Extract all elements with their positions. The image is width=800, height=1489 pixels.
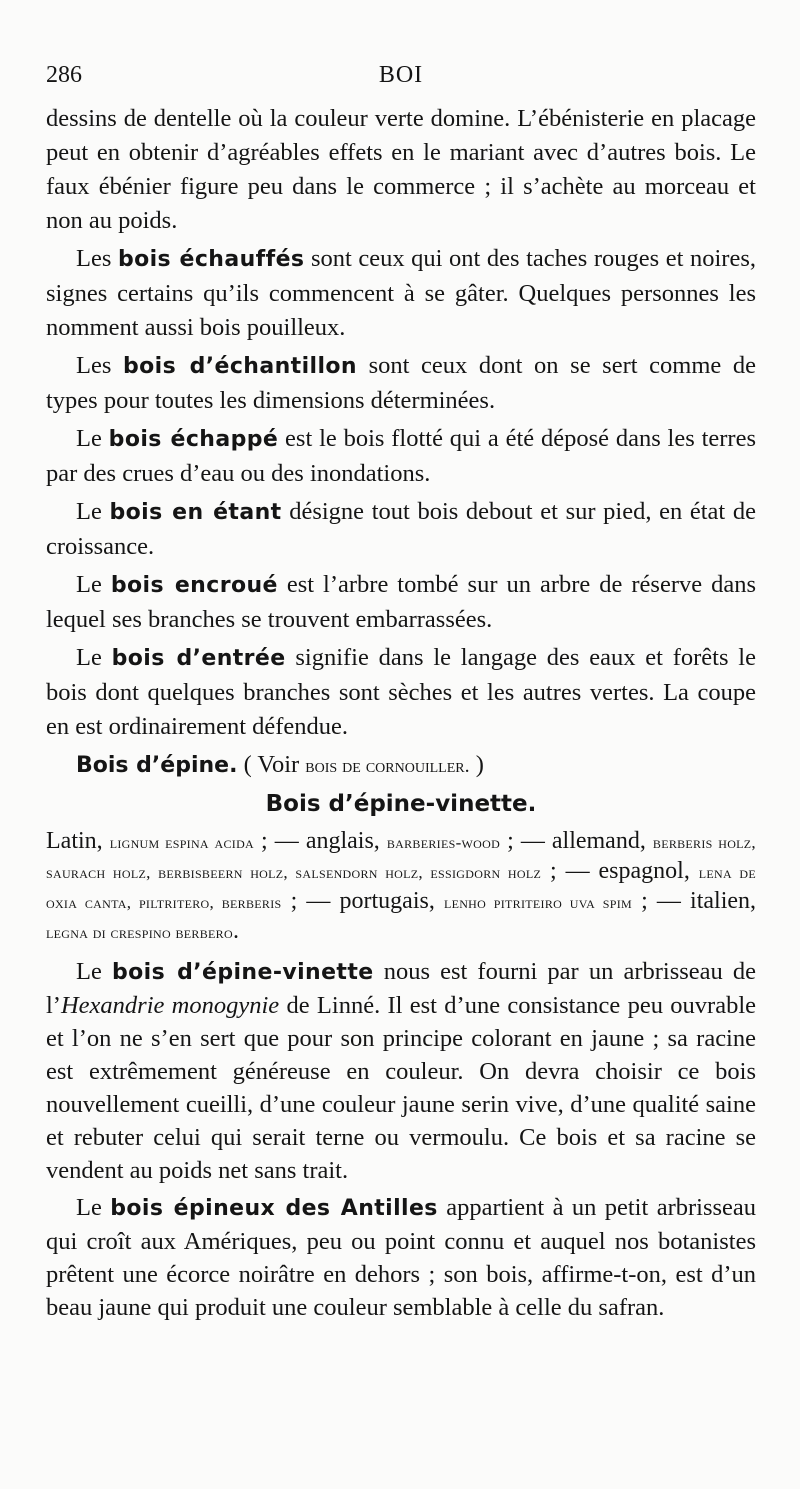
entry-term: bois échauffés (117, 247, 305, 272)
paragraph-text: appartient à un petit arbrisseau qui croît aux Amériques, peu ou point connu et auquel nos botanistes prêtent une écorce noirâtre en dehors ; son bois, affirme-t-on, est d’un beau jaune qui produit une couleur semblable à celle du safran. (46, 1194, 757, 1321)
entry-term: bois encroué (110, 573, 278, 598)
paragraph-bois-echappe (46, 422, 756, 491)
cross-reference-close: ) (469, 751, 484, 778)
paragraph-text: nous est fourni par un arbrisseau de l’ (46, 958, 757, 1019)
paragraph-prefix: Le (76, 1194, 111, 1221)
paragraph-bois-epine (46, 748, 756, 783)
entry-term: bois d’entrée (111, 646, 286, 671)
portugais-label: ; — portugais, (281, 888, 444, 914)
allemand-label: ; — allemand, (500, 828, 653, 854)
paragraph-prefix: Le (76, 425, 109, 452)
paragraph-bois-epineux-antilles (46, 1191, 756, 1324)
translations-end: . (232, 918, 239, 944)
paragraph-bois-echantillon (46, 349, 756, 418)
paragraph-bois-echauffes (46, 242, 756, 345)
paragraph-faux-ebenier: dessins de dentelle où la couleur verte domine. L’ébénisterie en placage peut en obtenir d’agréables effets en le mariant avec d’autres bois. Le faux ébénier figure peu dans le commerce ; il s’achète au morceau et non au poids. (46, 105, 756, 234)
species-name: Hexandrie monogynie (60, 992, 280, 1019)
page-number: 286 (46, 62, 82, 88)
paragraph-prefix: Le (76, 571, 111, 598)
latin-label: Latin, (46, 828, 110, 854)
paragraph-prefix: Les (76, 352, 123, 379)
entry-term: Bois d’épine. (76, 753, 238, 778)
cross-reference: bois de cornouiller. (305, 755, 470, 777)
anglais-name: barberies-wood (386, 833, 501, 852)
translations-paragraph (46, 827, 756, 947)
running-head: BOI (378, 62, 424, 88)
paragraph-bois-epine-vinette (46, 955, 756, 1187)
espagnol-name: lena de oxia canta, piltritero, berberis (46, 863, 756, 912)
paragraph-text: sont ceux dont on se sert comme de types pour toutes les dimensions déterminées. (46, 352, 757, 414)
paragraph-prefix: Le (76, 958, 112, 985)
section-heading (46, 787, 756, 821)
paragraph-text: est l’arbre tombé sur un arbre de réserve dans lequel ses branches se trouvent embarrassées. (46, 571, 756, 633)
anglais-label: ; — anglais, (254, 828, 387, 854)
page-body (46, 102, 756, 1328)
entry-term: bois d’épine-vinette (111, 960, 374, 985)
page-header (46, 62, 756, 102)
paragraph-bois-en-etant (46, 495, 756, 564)
espagnol-label: ; — espagnol, (541, 858, 699, 884)
portugais-name: lenho pitriteiro uva spim (443, 893, 633, 912)
italien-name: legna di crespino berbero (46, 923, 233, 942)
paragraph-text: est le bois flotté qui a été déposé dans les terres par des crues d’eau ou des inondations. (46, 425, 756, 487)
italien-label: ; — italien, (632, 888, 757, 914)
paragraph-prefix: Le (76, 498, 110, 525)
paragraph-text: sont ceux qui ont des taches rouges et noires, signes certains qu’ils commencent à se gâter. Quelques personnes les nomment aussi bois pouilleux. (46, 245, 756, 341)
paragraph-prefix: Les (76, 245, 118, 272)
paragraph-prefix: Le (76, 644, 112, 671)
paragraph-text: désigne tout bois debout et sur pied, en état de croissance. (46, 498, 756, 560)
paragraph-text-continued: de Linné. Il est d’une consistance peu ouvrable et l’on ne s’en sert que pour son principe colorant en jaune ; sa racine est extrêmement généreuse en couleur. On devra choisir ce bois nouvellement cueilli, d’une couleur jaune serin vive, d’une qualité saine et rebuter celui qui serait terne ou vermoulu. Ce bois et sa racine se vendent au poids net sans trait. (46, 992, 756, 1184)
entry-term: bois d’échantillon (122, 354, 357, 379)
entry-term: bois en étant (109, 500, 282, 525)
paragraph-text: signifie dans le langage des eaux et forêts le bois dont quelques branches sont sèches et les autres vertes. La coupe en est ordinairement défendue. (46, 644, 756, 740)
allemand-name: berberis holz, saurach holz, berbisbeern holz, salsendorn holz, essigdorn holz (46, 833, 756, 882)
entry-term: bois épineux des Antilles (110, 1196, 438, 1221)
cross-reference-open: ( Voir (237, 751, 306, 778)
paragraph-bois-encroue (46, 568, 756, 637)
latin-name: lignum espina acida (109, 833, 254, 852)
entry-term: bois échappé (108, 427, 279, 452)
section-heading-text: Bois d’épine-vinette. (265, 791, 537, 817)
paragraph-bois-entree (46, 641, 756, 744)
